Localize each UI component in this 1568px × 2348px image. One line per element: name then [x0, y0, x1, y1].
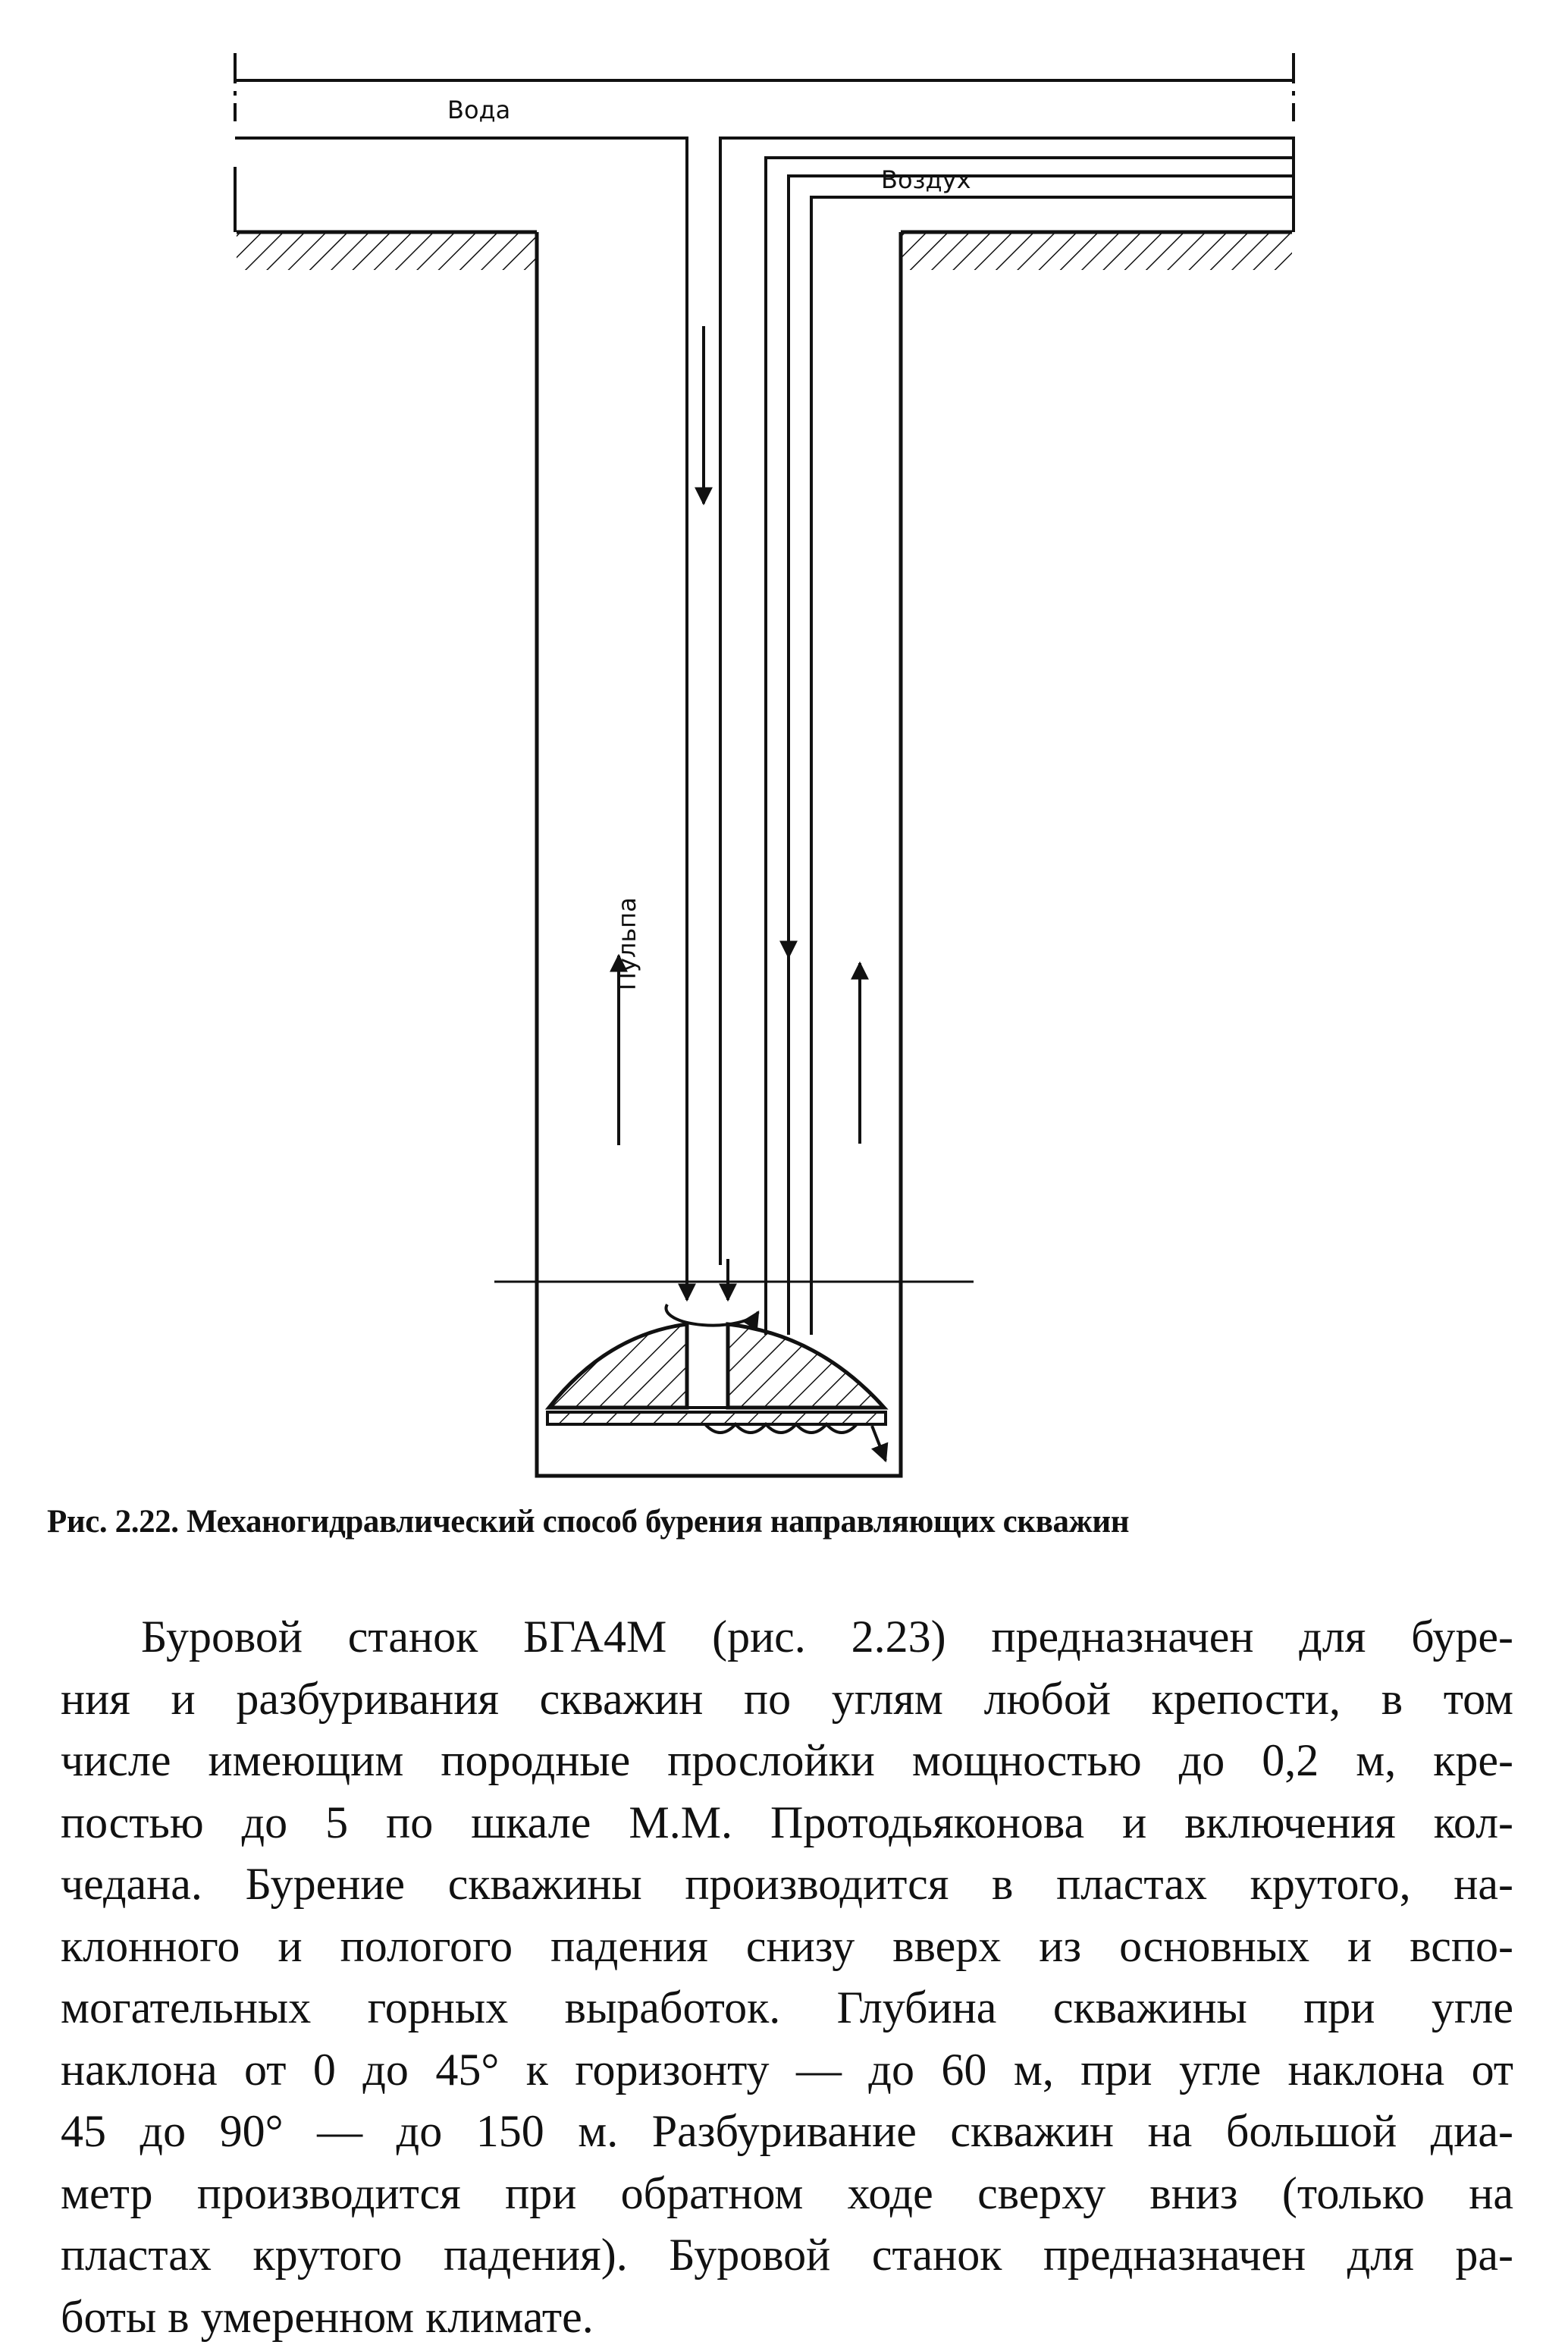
- paragraph-line: метр производится при обратном ходе сверху вниз (только на: [61, 2163, 1513, 2225]
- paragraph-line: чедана. Бурение скважины производится в пластах крутого, на-: [61, 1854, 1513, 1916]
- paragraph-line: пластах крутого падения). Буровой станок предназначен для ра-: [61, 2224, 1513, 2287]
- paragraph-line: постью до 5 по шкале М.М. Протодьяконова и включения кол-: [61, 1792, 1513, 1854]
- discharge-arrow: [872, 1426, 886, 1461]
- paragraph-line: боты в умеренном климате.: [61, 2287, 1513, 2348]
- paragraph-line: числе имеющим породные прослойки мощностью до 0,2 м, кре-: [61, 1730, 1513, 1792]
- paragraph-line: 45 до 90° — до 150 м. Разбуривание скважин на большой диа-: [61, 2101, 1513, 2163]
- water-label: Вода: [447, 96, 510, 124]
- paragraph-line: наклона от 0 до 45° к горизонту — до 60 м, при угле наклона от: [61, 2039, 1513, 2102]
- paragraph-line: клонного и пологого падения снизу вверх из основных и вспо-: [61, 1916, 1513, 1978]
- body-paragraph: [61, 1606, 1513, 2348]
- paragraph-line: ния и разбуривания скважин по углям любой крепости, в том: [61, 1668, 1513, 1731]
- flow-arrows: [619, 326, 886, 1461]
- air-label: Воздух: [881, 165, 971, 194]
- paragraph-line: Буровой станок БГА4М (рис. 2.23) предназначен для буре-: [61, 1606, 1513, 1668]
- figure-caption: Рис. 2.22. Механогидравлический способ бурения направляющих скважин: [47, 1503, 1518, 1540]
- rotation-arrow: [666, 1304, 758, 1326]
- drill-bit: [547, 1324, 886, 1433]
- paragraph-line: могательных горных выработок. Глубина скважины при угле: [61, 1977, 1513, 2039]
- pulp-label: Пульпа: [613, 897, 641, 990]
